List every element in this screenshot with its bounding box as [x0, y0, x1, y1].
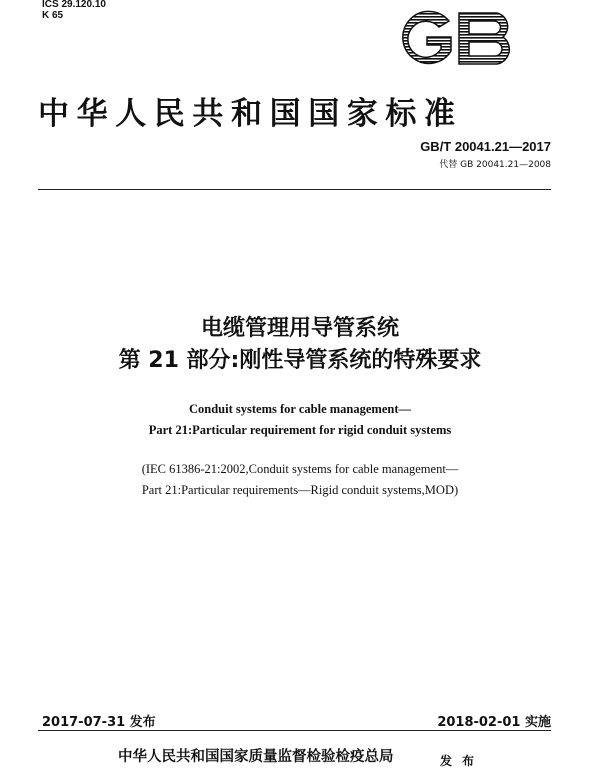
- ics-code: ICS 29.120.10: [42, 0, 106, 10]
- gb-logo: [393, 7, 517, 70]
- ccs-code: K 65: [42, 10, 64, 21]
- iec-reference-line1: (IEC 61386-21:2002,Conduit systems for cable management—: [141, 462, 459, 476]
- title-en-line2: Part 21:Particular requirement for rigid conduit systems: [148, 423, 452, 437]
- logo-text: GB: [455, 47, 457, 48]
- replaces-note: 代替 GB 20041.21—2008: [439, 160, 551, 170]
- issuing-authority: 中华人民共和国国家质量监督检验检疫总局: [118, 749, 394, 765]
- title-cn-line1: 电缆管理用导管系统: [200, 316, 399, 341]
- publish-date: 2017-07-31 发布: [42, 715, 156, 730]
- implement-date: 2018-02-01 实施: [437, 715, 551, 730]
- standard-type-heading: 中华人民共和国国家标准: [38, 96, 463, 132]
- issue-verb: 发布: [440, 754, 485, 768]
- header-divider: [38, 189, 551, 190]
- standard-code: GB/T 20041.21—2017: [420, 139, 551, 154]
- title-cn-line2: 第 21 部分:刚性导管系统的特殊要求: [118, 348, 482, 373]
- footer-divider: [38, 730, 551, 731]
- classification-codes: [42, 0, 106, 21]
- iec-reference-line2: Part 21:Particular requirements—Rigid conduit systems,MOD): [141, 483, 459, 497]
- title-en-line1: Conduit systems for cable management—: [189, 402, 411, 416]
